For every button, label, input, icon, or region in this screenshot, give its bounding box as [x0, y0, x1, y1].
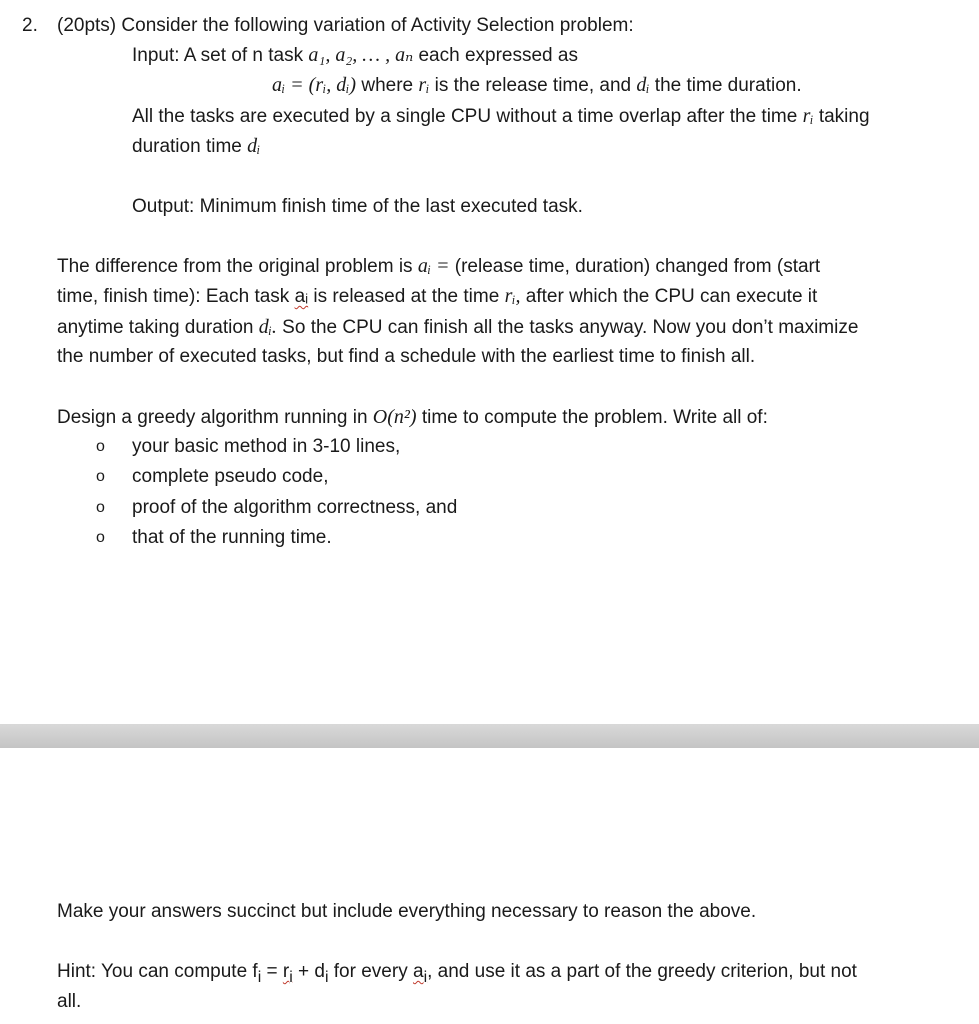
- hint-line-2: all.: [57, 991, 82, 1012]
- diff3-text-b: So the CPU can finish all the tasks anyway. Now you don’t maximize: [276, 317, 859, 338]
- difference-line-1: [57, 254, 820, 279]
- succinct-note: Make your answers succinct but include everything necessary to reason the above.: [57, 901, 757, 922]
- execution-text-c: duration time: [132, 136, 248, 157]
- diff2-text-a: time, finish time): Each task: [57, 286, 295, 307]
- hint-a: a: [412, 961, 424, 982]
- bullet-marker: o: [96, 499, 105, 516]
- task-sequence: a₁, a₂, … , aₙ: [308, 44, 414, 66]
- diff3-duration-var: dᵢ.: [258, 316, 277, 338]
- hint-sub: i: [257, 968, 262, 986]
- hint-sub: i: [423, 968, 428, 986]
- bullet-marker: o: [96, 468, 105, 485]
- hint-release-var: [282, 961, 293, 986]
- question-header: (20pts) Consider the following variation of Activity Selection problem:: [57, 15, 634, 36]
- duration-var: dᵢ: [636, 74, 650, 96]
- list-item: that of the running time.: [132, 527, 332, 548]
- design-line: [57, 405, 768, 430]
- diff-text-b: (release time, duration) changed from (start: [449, 256, 821, 277]
- execution-text-a: All the tasks are executed by a single CPU without a time overlap after the time: [132, 106, 803, 127]
- hint-sub: i: [324, 968, 329, 986]
- hint-task-var: [412, 961, 428, 986]
- diff2-text-b: is released at the time: [308, 286, 505, 307]
- list-item: proof of the algorithm correctness, and: [132, 497, 458, 518]
- hint-text-b: =: [261, 961, 283, 982]
- design-text-b: time to compute the problem. Write all of:: [416, 407, 768, 428]
- bullet-marker: o: [96, 438, 105, 455]
- execution-text-b: taking: [813, 106, 870, 127]
- diff2-text-c: after which the CPU can execute it: [520, 286, 818, 307]
- input-text-b: each expressed as: [413, 45, 578, 66]
- definition-text-b: is the release time, and: [429, 75, 637, 96]
- list-item: complete pseudo code,: [132, 466, 329, 487]
- hint-line-1: [57, 960, 857, 990]
- diff2-task-var: aᵢ: [294, 286, 309, 307]
- hint-text-c: + d: [292, 961, 325, 982]
- execution-duration-var: dᵢ: [247, 135, 261, 157]
- hint-text-e: , and use it as a part of the greedy criterion, but not: [427, 961, 857, 982]
- execution-line-2: [132, 134, 260, 159]
- hint-sub: i: [289, 968, 293, 986]
- diff-text-a: The difference from the original problem is: [57, 256, 418, 277]
- bullet-marker: o: [96, 529, 105, 546]
- definition-text-a: where: [356, 75, 419, 96]
- difference-line-3: [57, 315, 858, 340]
- diff-eq: aᵢ =: [417, 255, 450, 277]
- execution-release-var: rᵢ: [802, 105, 814, 127]
- list-item: your basic method in 3-10 lines,: [132, 436, 401, 457]
- page-divider: [0, 724, 979, 748]
- execution-line-1: [132, 104, 870, 129]
- diff3-text-a: anytime taking duration: [57, 317, 259, 338]
- difference-line-4: the number of executed tasks, but find a schedule with the earliest time to finish all.: [57, 346, 756, 367]
- release-var: rᵢ: [418, 74, 430, 96]
- definition-text-c: the time duration.: [649, 75, 802, 96]
- question-number: 2.: [22, 15, 38, 36]
- design-text-a: Design a greedy algorithm running in: [57, 407, 373, 428]
- input-line: [132, 43, 578, 68]
- difference-line-2: [57, 284, 817, 309]
- definition-line: [272, 73, 802, 98]
- diff2-release-var: rᵢ,: [504, 285, 521, 307]
- definition-formula: aᵢ = (rᵢ, dᵢ): [272, 74, 357, 96]
- hint-r: r: [282, 961, 290, 982]
- hint-text-a: Hint: You can compute f: [57, 961, 258, 982]
- complexity: O(n²): [372, 406, 417, 428]
- input-text-a: Input: A set of n task: [132, 45, 309, 66]
- hint-text-d: for every: [328, 961, 413, 982]
- output-line: Output: Minimum finish time of the last executed task.: [132, 196, 583, 217]
